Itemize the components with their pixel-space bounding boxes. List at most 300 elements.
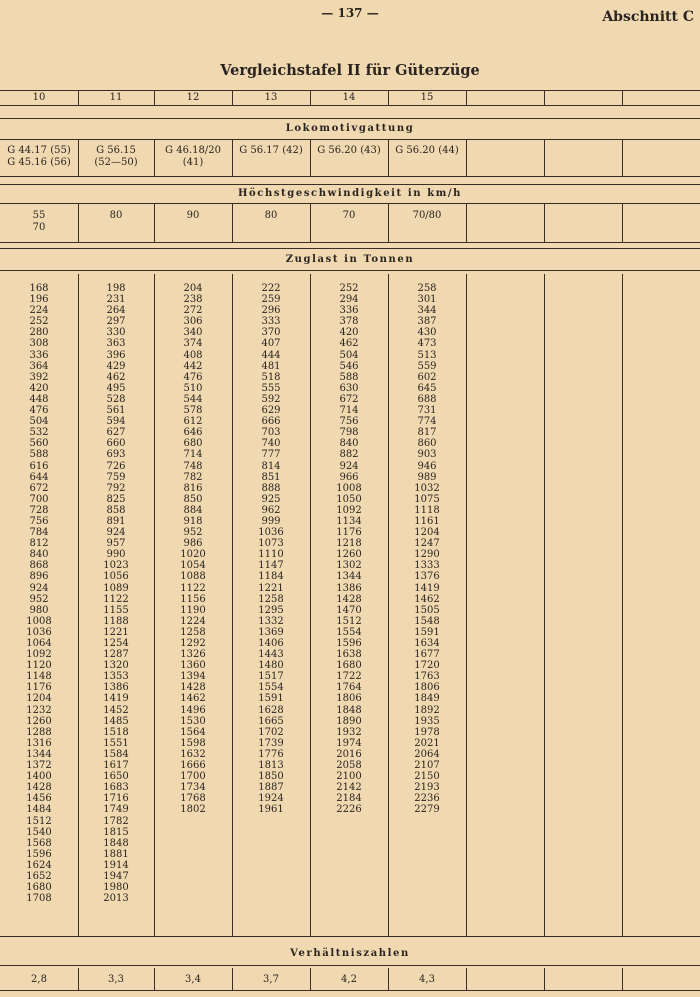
train-load-value: 748 [183,460,203,472]
train-load-value: 1221 [258,582,284,594]
train-load-value: 798 [339,427,359,439]
train-load-value: 1155 [103,604,129,616]
train-load-value: 1326 [180,649,206,661]
train-load-value: 588 [29,449,49,461]
train-load-value: 1204 [414,527,440,539]
train-load-value: 2184 [336,793,362,805]
column-divider [466,90,467,105]
train-load-value: 1333 [414,560,440,572]
train-load-column [154,283,232,816]
train-load-value: 1554 [258,682,284,694]
column-divider [232,203,233,242]
train-load-value: 1848 [103,837,129,849]
train-load-value: 2016 [336,748,362,760]
train-load-value: 1702 [258,726,284,738]
page-number: — 137 — [321,6,379,20]
train-load-value: 1353 [103,671,129,683]
train-load-value: 429 [106,360,126,372]
train-load-value: 1056 [103,571,129,583]
train-load-column [78,283,154,904]
train-load-value: 555 [261,382,281,394]
train-load-value: 1020 [180,549,206,561]
train-load-value: 759 [106,471,126,483]
train-load-value: 1887 [258,782,284,794]
column-divider [78,203,79,242]
train-load-value: 1176 [26,682,52,694]
ratio-cell: 3,7 [263,974,279,985]
table-rule-top [0,90,700,91]
train-load-value: 1596 [26,848,52,860]
train-load-value: 816 [183,482,203,494]
train-load-value: 1617 [103,760,129,772]
train-load-value: 756 [339,416,359,428]
train-load-value: 1892 [414,704,440,716]
train-load-value: 308 [29,338,49,350]
train-load-value: 1677 [414,649,440,661]
column-divider [544,203,545,242]
column-number: 10 [32,92,46,103]
train-load-value: 1120 [26,660,52,672]
train-load-value: 1419 [103,693,129,705]
train-load-value: 1722 [336,671,362,683]
train-load-value: 1628 [258,704,284,716]
train-load-value: 222 [261,283,281,294]
train-load-value: 2279 [414,804,440,816]
column-divider [622,968,623,990]
train-load-value: 918 [183,515,203,527]
train-load-value: 1428 [180,682,206,694]
train-load-value: 756 [29,515,49,527]
train-load-value: 1978 [414,726,440,738]
train-load-value: 1386 [103,682,129,694]
train-load-value: 1295 [258,604,284,616]
train-load-value: 924 [339,460,359,472]
train-load-value: 693 [106,449,126,461]
train-load-value: 1008 [26,615,52,627]
train-load-value: 1624 [26,859,52,871]
train-load-value: 473 [417,338,437,350]
document-title: Vergleichstafel II für Güterzüge [220,62,480,79]
train-load-value: 784 [29,527,49,539]
train-load-value: 924 [29,582,49,594]
train-load-value: 1332 [258,615,284,627]
train-load-value: 1204 [26,693,52,705]
train-load-value: 238 [183,294,203,306]
train-load-value: 825 [106,493,126,505]
column-divider [154,203,155,242]
train-load-value: 504 [29,416,49,428]
train-load-value: 1700 [180,771,206,783]
train-load-value: 1652 [26,870,52,882]
train-load-value: 344 [417,305,437,317]
train-load-value: 430 [417,327,437,339]
train-load-value: 612 [183,416,203,428]
column-divider [544,139,545,176]
train-load-value: 1054 [180,560,206,572]
train-load-value: 896 [29,571,49,583]
train-load-value: 1749 [103,804,129,816]
train-load-value: 616 [29,460,49,472]
table-rule [0,139,700,140]
train-load-value: 168 [29,283,49,294]
ratio-cell: 3,3 [108,974,124,985]
train-load-value: 330 [106,327,126,339]
train-load-value: 1122 [103,593,129,605]
train-load-value: 946 [417,460,437,472]
train-load-value: 1218 [336,538,362,550]
train-load-value: 396 [106,349,126,361]
train-load-value: 1484 [26,804,52,816]
train-load-value: 1247 [414,538,440,550]
train-load-value: 1634 [414,638,440,649]
train-load-value: 1036 [26,626,52,638]
train-load-value: 1088 [180,571,206,583]
column-number: 12 [186,92,200,103]
column-divider [310,203,311,242]
train-load-value: 980 [29,604,49,616]
heading-max-speed: Höchstgeschwindigkeit in km/h [237,188,463,199]
train-load-value: 1050 [336,493,362,505]
train-load-value: 1443 [258,649,284,661]
max-speed-cell: 80 [109,210,123,221]
train-load-value: 1089 [103,582,129,594]
train-load-value: 280 [29,327,49,339]
train-load-value: 1372 [26,760,52,772]
train-load-value: 1386 [336,582,362,594]
train-load-value: 1470 [336,604,362,616]
train-load-value: 1554 [336,626,362,638]
train-load-value: 850 [183,493,203,505]
train-load-value: 1032 [414,482,440,494]
train-load-value: 408 [183,349,203,361]
train-load-value: 2193 [414,782,440,794]
train-load-value: 1935 [414,715,440,727]
train-load-value: 518 [261,371,281,383]
train-load-value: 231 [106,294,126,306]
train-load-value: 644 [29,471,49,483]
train-load-value: 544 [183,393,203,405]
train-load-column [388,283,466,816]
train-load-value: 1680 [26,882,52,894]
train-load-value: 510 [183,382,203,394]
train-load-value: 1148 [26,671,52,683]
column-divider [544,90,545,105]
train-load-value: 513 [417,349,437,361]
locomotive-class-cell: G 56.15 (52—50) [94,145,138,168]
column-divider [622,274,623,936]
column-divider [622,139,623,176]
train-load-value: 1419 [414,582,440,594]
train-load-value: 297 [106,316,126,328]
train-load-value: 1406 [258,638,284,649]
train-load-value: 1806 [336,693,362,705]
train-load-value: 1890 [336,715,362,727]
train-load-value: 1428 [336,593,362,605]
train-load-value: 1462 [414,593,440,605]
train-load-value: 1548 [414,615,440,627]
train-load-value: 1517 [258,671,284,683]
train-load-value: 1008 [336,482,362,494]
column-divider [466,274,467,936]
train-load-value: 1232 [26,704,52,716]
train-load-value: 1596 [336,638,362,649]
table-rule [0,105,700,106]
column-number: 14 [342,92,356,103]
train-load-value: 392 [29,371,49,383]
train-load-value: 364 [29,360,49,372]
train-load-value: 1568 [26,837,52,849]
train-load-value: 1258 [258,593,284,605]
train-load-value: 264 [106,305,126,317]
train-load-value: 1665 [258,715,284,727]
train-load-value: 1376 [414,571,440,583]
locomotive-class-cell: G 44.17 (55) G 45.16 (56) [7,145,71,168]
train-load-value: 462 [106,371,126,383]
train-load-value: 703 [261,427,281,439]
train-load-value: 1512 [26,815,52,827]
train-load-value: 1584 [103,748,129,760]
train-load-value: 1118 [414,504,440,516]
train-load-value: 924 [106,527,126,539]
train-load-value: 966 [339,471,359,483]
train-load-value: 1073 [258,538,284,550]
table-rule [0,270,700,271]
train-load-value: 1400 [26,771,52,783]
train-load-value: 812 [29,538,49,550]
column-divider [388,203,389,242]
train-load-value: 645 [417,382,437,394]
train-load-value: 420 [339,327,359,339]
train-load-value: 851 [261,471,281,483]
train-load-value: 1505 [414,604,440,616]
train-load-value: 1530 [180,715,206,727]
train-load-value: 481 [261,360,281,372]
train-load-value: 504 [339,349,359,361]
train-load-value: 1551 [103,737,129,749]
train-load-value: 1290 [414,549,440,561]
train-load-value: 1947 [103,870,129,882]
train-load-value: 999 [261,515,281,527]
locomotive-class-cell: G 56.20 (43) [317,145,381,156]
train-load-value: 2100 [336,771,362,783]
train-load-value: 560 [29,438,49,450]
train-load-value: 688 [417,393,437,405]
train-load-value: 1591 [414,626,440,638]
train-load-value: 1456 [26,793,52,805]
train-load-value: 2107 [414,760,440,772]
train-load-value: 1302 [336,560,362,572]
train-load-value: 559 [417,360,437,372]
train-load-value: 1092 [336,504,362,516]
train-load-value: 444 [261,349,281,361]
train-load-value: 952 [183,527,203,539]
train-load-value: 1815 [103,826,129,838]
train-load-value: 2226 [336,804,362,816]
train-load-value: 1716 [103,793,129,805]
train-load-value: 1161 [414,515,440,527]
max-speed-cell: 80 [264,210,278,221]
train-load-value: 1485 [103,715,129,727]
train-load-value: 306 [183,316,203,328]
train-load-value: 1369 [258,626,284,638]
train-load-value: 1806 [414,682,440,694]
train-load-value: 630 [339,382,359,394]
train-load-value: 1961 [258,804,284,816]
train-load-value: 1036 [258,527,284,539]
table-rule [0,184,700,185]
train-load-column [232,283,310,816]
train-load-value: 224 [29,305,49,317]
train-load-value: 1320 [103,660,129,672]
train-load-value: 1064 [26,638,52,649]
train-load-value: 1666 [180,760,206,772]
train-load-value: 196 [29,294,49,306]
train-load-value: 774 [417,416,437,428]
train-load-value: 1110 [258,549,284,561]
train-load-value: 252 [339,283,359,294]
train-load-value: 840 [29,549,49,561]
train-load-value: 1764 [336,682,362,694]
train-load-value: 858 [106,504,126,516]
train-load-value: 1122 [180,582,206,594]
train-load-value: 259 [261,294,281,306]
train-load-value: 1980 [103,882,129,894]
train-load-value: 333 [261,316,281,328]
train-load-value: 2142 [336,782,362,794]
train-load-value: 1813 [258,760,284,772]
train-load-value: 817 [417,427,437,439]
train-load-value: 594 [106,416,126,428]
train-load-value: 868 [29,560,49,572]
train-load-value: 387 [417,316,437,328]
train-load-value: 888 [261,482,281,494]
train-load-value: 442 [183,360,203,372]
train-load-value: 272 [183,305,203,317]
max-speed-cell: 70/80 [412,210,442,221]
train-load-value: 700 [29,493,49,505]
max-speed-cell: 70 [342,210,356,221]
train-load-value: 2021 [414,737,440,749]
heading-train-load: Zuglast in Tonnen [285,254,415,265]
column-divider [466,139,467,176]
train-load-value: 592 [261,393,281,405]
train-load-value: 782 [183,471,203,483]
train-load-value: 1258 [180,626,206,638]
train-load-value: 952 [29,593,49,605]
ratio-cell: 4,3 [419,974,435,985]
train-load-value: 925 [261,493,281,505]
train-load-value: 1480 [258,660,284,672]
train-load-value: 1638 [336,649,362,661]
ratio-cell: 3,4 [185,974,201,985]
table-rule [0,176,700,177]
train-load-value: 646 [183,427,203,439]
train-load-value: 1564 [180,726,206,738]
train-load-value: 1176 [336,527,362,539]
train-load-value: 1776 [258,748,284,760]
train-load-value: 546 [339,360,359,372]
train-load-value: 1344 [26,748,52,760]
train-load-value: 1591 [258,693,284,705]
locomotive-class-cell: G 56.20 (44) [395,145,459,156]
train-load-value: 1768 [180,793,206,805]
train-load-value: 2013 [103,893,129,905]
train-load-value: 1292 [180,638,206,649]
train-load-value: 986 [183,538,203,550]
train-load-value: 1734 [180,782,206,794]
table-rule-bottom [0,990,700,991]
train-load-value: 462 [339,338,359,350]
train-load-value: 1598 [180,737,206,749]
train-load-value: 660 [106,438,126,450]
train-load-value: 370 [261,327,281,339]
train-load-value: 1708 [26,893,52,905]
train-load-value: 672 [339,393,359,405]
train-load-value: 989 [417,471,437,483]
train-load-value: 903 [417,449,437,461]
train-load-value: 2064 [414,748,440,760]
train-load-value: 1287 [103,649,129,661]
train-load-value: 374 [183,338,203,350]
ratio-cell: 2,8 [31,974,47,985]
table-rule [0,965,700,966]
train-load-value: 1156 [180,593,206,605]
train-load-value: 420 [29,382,49,394]
column-divider [544,968,545,990]
table-rule [0,203,700,204]
column-number: 11 [109,92,123,103]
table-rule [0,118,700,119]
train-load-value: 840 [339,438,359,450]
train-load-value: 1147 [258,560,284,572]
train-load-value: 672 [29,482,49,494]
train-load-value: 1924 [258,793,284,805]
train-load-value: 258 [417,283,437,294]
train-load-value: 1782 [103,815,129,827]
train-load-value: 714 [339,405,359,417]
train-load-value: 588 [339,371,359,383]
train-load-value: 1518 [103,726,129,738]
locomotive-class-cell: G 56.17 (42) [239,145,303,156]
train-load-value: 1632 [180,748,206,760]
train-load-value: 578 [183,405,203,417]
train-load-value: 714 [183,449,203,461]
train-load-value: 680 [183,438,203,450]
train-load-value: 731 [417,405,437,417]
heading-locomotive-class: Lokomotivgattung [285,123,415,134]
train-load-value: 378 [339,316,359,328]
train-load-value: 296 [261,305,281,317]
train-load-value: 1288 [26,726,52,738]
train-load-value: 336 [339,305,359,317]
train-load-value: 2236 [414,793,440,805]
train-load-value: 476 [29,405,49,417]
train-load-value: 1134 [336,515,362,527]
train-load-value: 1092 [26,649,52,661]
train-load-value: 1850 [258,771,284,783]
column-divider [466,968,467,990]
train-load-value: 2150 [414,771,440,783]
ratio-cell: 4,2 [341,974,357,985]
train-load-value: 495 [106,382,126,394]
train-load-value: 1881 [103,848,129,860]
train-load-value: 1462 [180,693,206,705]
locomotive-class-cell: G 46.18/20 (41) [165,145,221,168]
train-load-value: 666 [261,416,281,428]
column-divider [544,274,545,936]
train-load-value: 957 [106,538,126,550]
train-load-value: 1496 [180,704,206,716]
